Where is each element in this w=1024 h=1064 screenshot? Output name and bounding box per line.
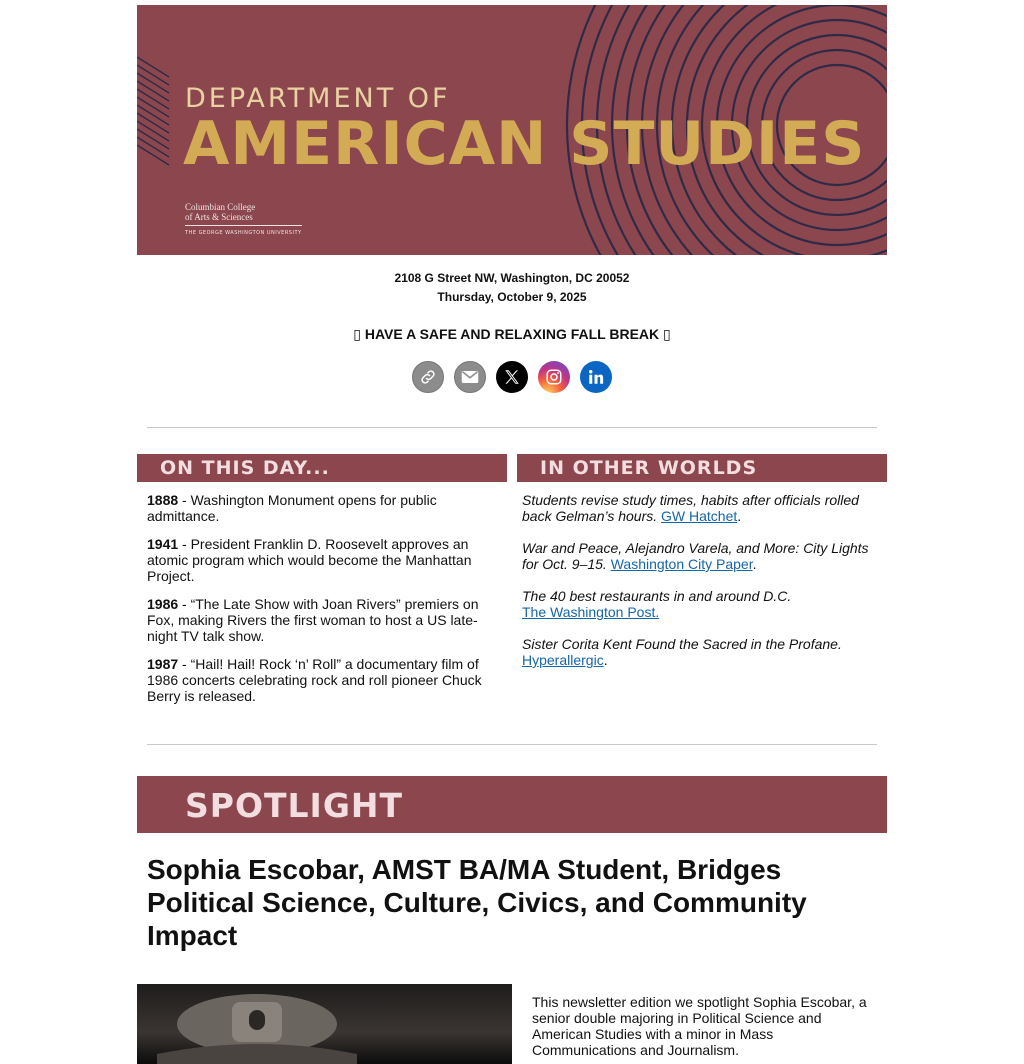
news-headline: The 40 best restaurants in and around D.C. bbox=[522, 588, 792, 604]
list-item bbox=[522, 540, 877, 572]
left-stripes-decoration bbox=[137, 57, 169, 165]
website-link-button[interactable] bbox=[412, 361, 444, 393]
list-item bbox=[147, 596, 497, 644]
x-icon bbox=[503, 368, 521, 386]
mail-icon bbox=[461, 370, 479, 384]
spotlight-title: Sophia Escobar, AMST BA/MA Student, Bridges Political Science, Culture, Civics, and Community Impact bbox=[147, 854, 807, 951]
spotlight-intro: This newsletter edition we spotlight Sophia Escobar, a senior double majoring in Political Science and American Studies with a minor in Mass Communications and Journalism. bbox=[532, 994, 867, 1058]
fact-year: 1888 bbox=[147, 492, 179, 508]
other-worlds-list bbox=[517, 482, 887, 668]
header-banner bbox=[137, 5, 887, 255]
news-headline: Sister Corita Kent Found the Sacred in the Profane. bbox=[522, 636, 842, 652]
two-column-section bbox=[137, 454, 887, 716]
address-block bbox=[137, 269, 887, 307]
fact-year: 1986 bbox=[147, 596, 179, 612]
college-logo bbox=[185, 202, 302, 238]
linkedin-button[interactable] bbox=[580, 361, 612, 393]
photo-placeholder bbox=[137, 984, 512, 1064]
list-item bbox=[147, 492, 497, 524]
news-source-link[interactable]: Hyperallergic bbox=[522, 652, 604, 668]
fact-year: 1987 bbox=[147, 656, 179, 672]
newsletter bbox=[137, 5, 887, 1064]
fact-year: 1941 bbox=[147, 536, 179, 552]
university-line: THE GEORGE WASHINGTON UNIVERSITY bbox=[185, 225, 302, 238]
spotlight-photo bbox=[137, 984, 512, 1064]
fact-text: - President Franklin D. Roosevelt approves an atomic program which would become the Manhattan Project. bbox=[147, 536, 472, 584]
news-trailing: . bbox=[737, 508, 742, 524]
fact-text: - “The Late Show with Joan Rivers” premiers on Fox, making Rivers the first woman to host a US late-night TV talk show. bbox=[147, 596, 479, 644]
divider-top bbox=[147, 427, 877, 428]
department-of-text: DEPARTMENT OF bbox=[185, 83, 451, 114]
other-worlds-heading: IN OTHER WORLDS bbox=[517, 454, 887, 482]
news-headline: Students revise study times, habits after officials rolled back Gelman’s hours. bbox=[522, 492, 859, 524]
news-headline: War and Peace, Alejandro Varela, and More: City Lights for Oct. 9–15. bbox=[522, 540, 869, 572]
fact-text: - “Hail! Hail! Rock ‘n’ Roll” a documentary film of 1986 concerts celebrating rock and roll pioneer Chuck Berry is released. bbox=[147, 656, 482, 704]
list-item bbox=[522, 492, 877, 524]
list-item bbox=[147, 656, 497, 704]
address-text: 2108 G Street NW, Washington, DC 20052 bbox=[394, 271, 630, 285]
on-this-day-heading: ON THIS DAY... bbox=[137, 454, 507, 482]
college-line-1: Columbian College bbox=[185, 202, 256, 212]
fall-break-notice: ▯ HAVE A SAFE AND RELAXING FALL BREAK ▯ bbox=[353, 326, 671, 342]
spotlight-heading: SPOTLIGHT bbox=[185, 786, 404, 825]
on-this-day-list bbox=[137, 482, 507, 704]
link-icon bbox=[419, 368, 437, 386]
list-item bbox=[522, 636, 877, 668]
news-trailing: . bbox=[752, 556, 757, 572]
x-twitter-button[interactable] bbox=[496, 361, 528, 393]
social-links bbox=[137, 361, 887, 393]
issue-date: Thursday, October 9, 2025 bbox=[437, 290, 587, 304]
list-item bbox=[147, 536, 497, 584]
email-button[interactable] bbox=[454, 361, 486, 393]
news-source-link[interactable]: GW Hatchet bbox=[661, 508, 738, 524]
college-line-2: of Arts & Sciences bbox=[185, 212, 253, 222]
news-trailing: . bbox=[603, 652, 608, 668]
spotlight-feature bbox=[137, 984, 887, 1064]
on-this-day-column bbox=[137, 454, 507, 716]
fact-text: - Washington Monument opens for public admittance. bbox=[147, 492, 437, 524]
other-worlds-column bbox=[517, 454, 887, 716]
instagram-icon bbox=[545, 368, 563, 386]
list-item bbox=[522, 588, 877, 620]
instagram-button[interactable] bbox=[538, 361, 570, 393]
divider-bottom bbox=[147, 744, 877, 745]
spotlight-banner bbox=[137, 776, 887, 833]
american-studies-title: AMERICAN STUDIES bbox=[183, 109, 866, 179]
news-source-link[interactable]: Washington City Paper bbox=[610, 556, 753, 572]
news-source-link[interactable]: The Washington Post. bbox=[522, 604, 660, 620]
linkedin-icon bbox=[587, 368, 605, 386]
